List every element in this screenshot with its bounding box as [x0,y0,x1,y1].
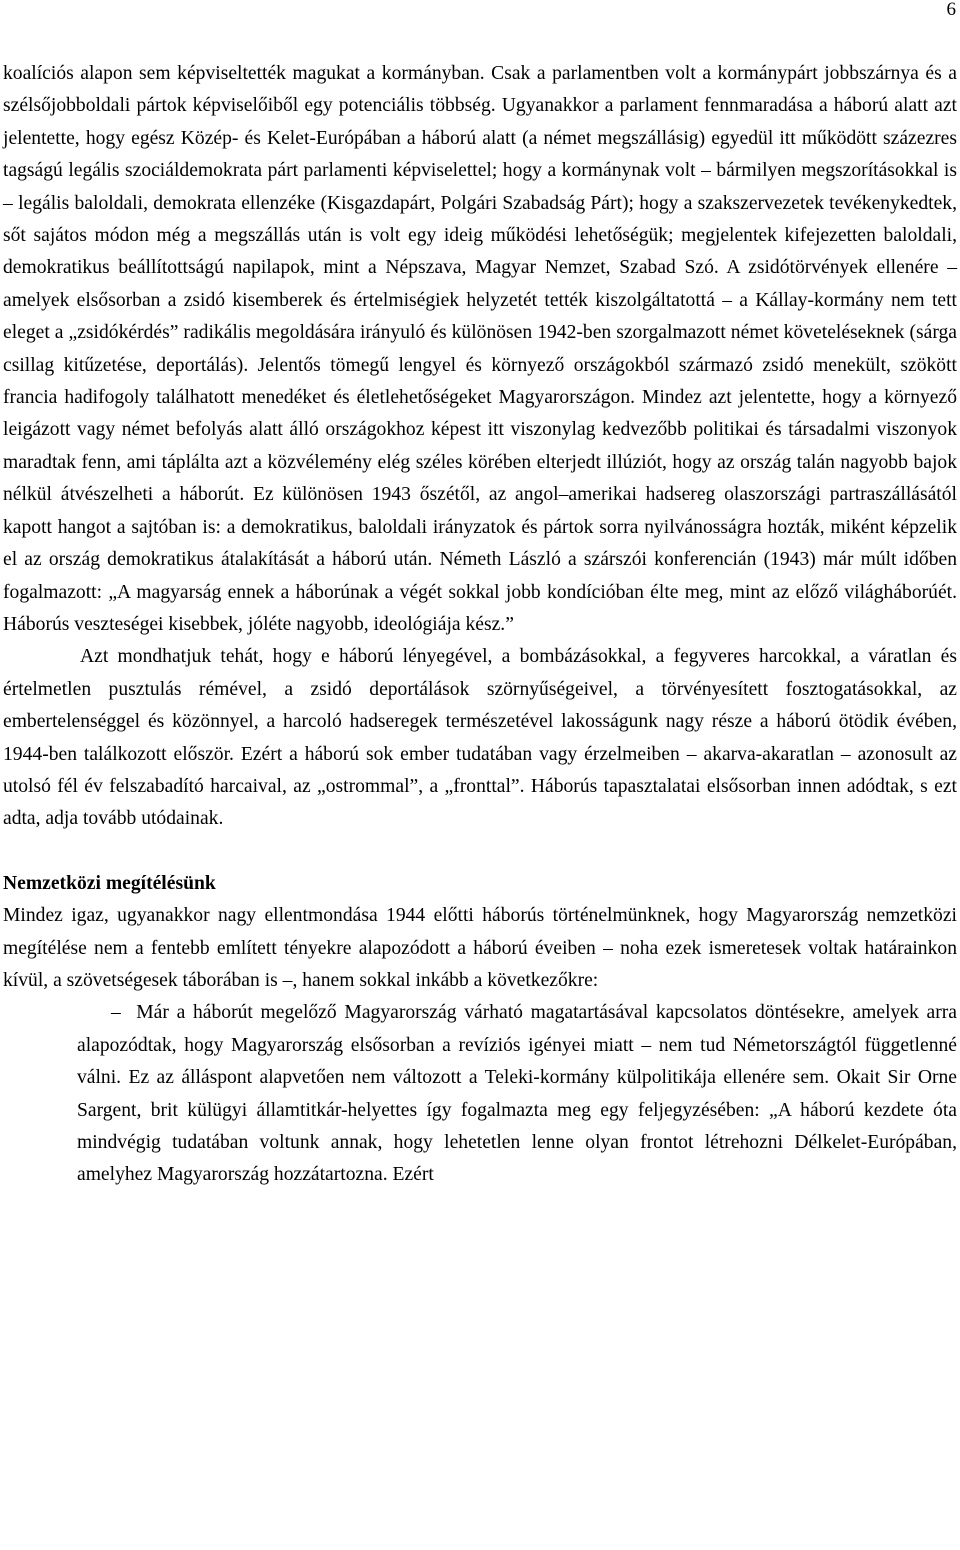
list-item [3,997,957,1191]
paragraph-1: koalíciós alapon sem képviseltették magukat a kormányban. Csak a parlamentben volt a kormánypárt jobbszárnya és a szélsőjobboldali pártok képviselőiből egy potenciális többség. Ugyanakkor a parlament fennmaradása a háború alatt azt jelentette, hogy egész Közép- és Kelet-Európában a háború alatt (a német megszállásig) egyedül itt működött százezres tagságú legális szociáldemokrata párt parlamenti képviselettel; hogy a kormánynak volt – bármilyen megszorításokkal is – legális baloldali, demokrata ellenzéke (Kisgazdapárt, Polgári Szabadság Párt); hogy a szakszervezetek tevékenykedtek, sőt sajátos módon még a megszállás után is volt egy ideig működési lehetőségük; megjelentek kifejezetten baloldali, demokratikus beállítottságú napilapok, mint a Népszava, Magyar Nemzet, Szabad Szó. A zsidótörvények ellenére – amelyek elsősorban a zsidó kisemberek és értelmiségiek helyzetét tették kiszolgáltatottá – a Kállay-kormány nem tett eleget a „zsidókérdés” radikális megoldására irányuló és különösen 1942-ben szorgalmazott német követeléseknek (sárga csillag kitűzetése, deportálás). Jelentős tömegű lengyel és környező országokból származó zsidó menekült, szökött francia hadifogoly találhatott menedéket és életlehetőségeket Magyarországon. Mindez azt jelentette, hogy a környező leigázott vagy német befolyás alatt álló országokhoz képest itt viszonylag kedvezőbb politikai és társadalmi viszonyok maradtak fenn, ami táplálta azt a közvélemény elég széles körében elterjedt illúziót, hogy az ország talán nagyobb bajok nélkül átvészelheti a háborút. Ez különösen 1943 őszétől, az angol–amerikai hadsereg olaszországi partraszállásától kapott hangot a sajtóban is: a demokratikus, baloldali irányzatok és pártok sorra nyilvánosságra hozták, miként képzelik el az ország demokratikus átalakítását a háború után. Németh László a szárszói konferencián (1943) már múlt időben fogalmazott: „A magyarság ennek a háborúnak a végét sokkal jobb kondícióban élte meg, mint az előző világháborúét. Háborús veszteségei kisebbek, jóléte nagyobb, ideológiája kész.” [3,63,957,635]
page-number: 6 [946,0,956,20]
document-body [3,58,957,1192]
section-intro: Mindez igaz, ugyanakkor nagy ellentmondása 1944 előtti háborús történelmünknek, hogy Magyarország nemzetközi megítélése nem a fentebb említett tényekre alapozódott a háború éveiben – noha ezek ismeretesek voltak határainkon kívül, a szövetségesek táborában is –, hanem sokkal inkább a következőkre: [3,905,957,991]
paragraph-2: Azt mondhatjuk tehát, hogy e háború lényegével, a bombázásokkal, a fegyveres harcokkal, a váratlan és értelmetlen pusztulás rémével, a zsidó deportálások szörnyűségeivel, a törvényesített fosztogatásokkal, az embertelenséggel és közönnyel, a harcoló hadseregek természetével lakosságunk nagy része a háború ötödik évében, 1944-ben találkozott először. Ezért a háború sok ember tudatában vagy érzelmeiben – akarva-akaratlan – azonosult az utolsó fél év felszabadító harcaival, az „ostrommal”, a „fronttal”. Háborús tapasztalatai elsősorban innen adódtak, s ezt adta, adja tovább utódainak. [3,646,957,830]
section-heading: Nemzetközi megítélésünk [3,872,216,894]
list-item-text [77,997,957,1191]
list-item-body: Már a háborút megelőző Magyarország várható magatartásával kapcsolatos döntésekre, amelyek arra alapozódtak, hogy Magyarország elsősorban a revíziós igényei miatt – nem tud Németországtól függetlenné válni. Ez az álláspont alapvetően nem változott a Teleki-kormány külpolitikája ellenére sem. Okait Sir Orne Sargent, brit külügyi államtitkár-helyettes így fogalmazta meg egy feljegyzésében: „A háború kezdete óta mindvégig tudatában voltunk annak, hogy lehetetlen lenne olyan frontot létrehozni Délkelet-Európában, amelyhez Magyarország hozzátartozna. Ezért [77,1002,957,1186]
list-item-dash: – [111,1002,121,1024]
